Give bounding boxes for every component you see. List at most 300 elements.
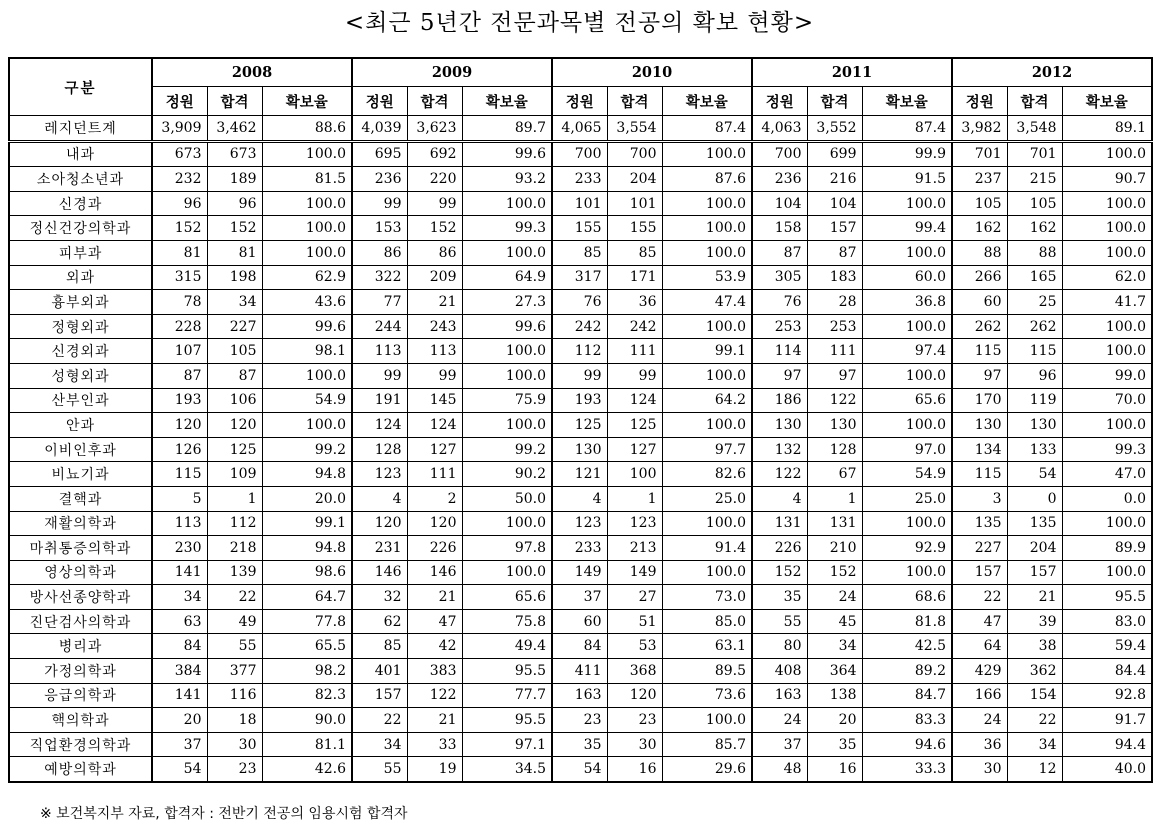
table-cell: 146 <box>407 560 462 585</box>
year-header: 2011 <box>752 58 952 87</box>
table-cell: 96 <box>1007 363 1062 388</box>
table-cell: 126 <box>152 437 207 462</box>
table-cell: 700 <box>607 141 662 167</box>
table-cell: 16 <box>807 757 862 782</box>
table-cell: 33.3 <box>862 757 952 782</box>
table-cell: 377 <box>207 659 262 684</box>
department-label: 비뇨기과 <box>9 462 152 487</box>
table-cell: 193 <box>552 388 607 413</box>
table-cell: 99.4 <box>862 216 952 241</box>
table-cell: 111 <box>807 339 862 364</box>
table-cell: 100.0 <box>662 191 752 216</box>
table-cell: 24 <box>952 708 1007 733</box>
table-cell: 127 <box>607 437 662 462</box>
table-cell: 114 <box>752 339 807 364</box>
table-cell: 384 <box>152 659 207 684</box>
table-cell: 53.9 <box>662 265 752 290</box>
department-label: 피부과 <box>9 240 152 265</box>
table-cell: 233 <box>552 536 607 561</box>
table-cell: 105 <box>1007 191 1062 216</box>
table-cell: 105 <box>952 191 1007 216</box>
department-label: 레지던트계 <box>9 116 152 142</box>
table-cell: 65.6 <box>462 585 552 610</box>
table-cell: 99 <box>407 191 462 216</box>
table-cell: 253 <box>807 314 862 339</box>
table-cell: 47 <box>952 609 1007 634</box>
table-cell: 62.0 <box>1062 265 1152 290</box>
table-cell: 91.4 <box>662 536 752 561</box>
table-cell: 0.0 <box>1062 486 1152 511</box>
department-label: 방사선종양학과 <box>9 585 152 610</box>
table-cell: 88 <box>952 240 1007 265</box>
table-cell: 4 <box>352 486 407 511</box>
table-cell: 152 <box>752 560 807 585</box>
table-cell: 73.0 <box>662 585 752 610</box>
table-cell: 22 <box>952 585 1007 610</box>
table-cell: 100.0 <box>662 511 752 536</box>
table-cell: 317 <box>552 265 607 290</box>
table-cell: 75.8 <box>462 609 552 634</box>
table-cell: 100.0 <box>862 314 952 339</box>
table-cell: 62.9 <box>262 265 352 290</box>
table-cell: 99 <box>607 363 662 388</box>
table-cell: 34.5 <box>462 757 552 782</box>
table-cell: 162 <box>952 216 1007 241</box>
table-cell: 101 <box>552 191 607 216</box>
table-cell: 322 <box>352 265 407 290</box>
table-row <box>9 437 1152 462</box>
table-cell: 216 <box>807 167 862 192</box>
table-cell: 408 <box>752 659 807 684</box>
table-cell: 100.0 <box>662 314 752 339</box>
table-cell: 87 <box>752 240 807 265</box>
table-cell: 21 <box>407 585 462 610</box>
table-cell: 364 <box>807 659 862 684</box>
table-cell: 85 <box>552 240 607 265</box>
table-cell: 106 <box>207 388 262 413</box>
table-cell: 24 <box>752 708 807 733</box>
table-cell: 60 <box>552 609 607 634</box>
table-cell: 20.0 <box>262 486 352 511</box>
table-header <box>9 58 1152 116</box>
table-cell: 253 <box>752 314 807 339</box>
table-cell: 3,548 <box>1007 116 1062 142</box>
table-cell: 100.0 <box>262 363 352 388</box>
table-cell: 130 <box>752 413 807 438</box>
sub-header: 합격 <box>807 87 862 116</box>
table-cell: 82.3 <box>262 683 352 708</box>
table-row <box>9 240 1152 265</box>
table-cell: 124 <box>352 413 407 438</box>
table-cell: 22 <box>207 585 262 610</box>
table-cell: 401 <box>352 659 407 684</box>
table-cell: 120 <box>152 413 207 438</box>
table-cell: 122 <box>752 462 807 487</box>
table-cell: 97.8 <box>462 536 552 561</box>
table-cell: 120 <box>207 413 262 438</box>
table-cell: 673 <box>207 141 262 167</box>
department-label: 신경외과 <box>9 339 152 364</box>
table-cell: 122 <box>807 388 862 413</box>
table-cell: 40.0 <box>1062 757 1152 782</box>
table-cell: 266 <box>952 265 1007 290</box>
table-row <box>9 290 1152 315</box>
table-cell: 411 <box>552 659 607 684</box>
table-cell: 121 <box>552 462 607 487</box>
department-label: 이비인후과 <box>9 437 152 462</box>
table-cell: 25 <box>1007 290 1062 315</box>
table-cell: 3,554 <box>607 116 662 142</box>
department-label: 재활의학과 <box>9 511 152 536</box>
table-cell: 152 <box>152 216 207 241</box>
table-cell: 183 <box>807 265 862 290</box>
table-cell: 4,039 <box>352 116 407 142</box>
table-cell: 33 <box>407 732 462 757</box>
table-cell: 41.7 <box>1062 290 1152 315</box>
table-cell: 100.0 <box>862 511 952 536</box>
table-cell: 87 <box>807 240 862 265</box>
year-header: 2009 <box>352 58 552 87</box>
table-cell: 153 <box>352 216 407 241</box>
table-cell: 82.6 <box>662 462 752 487</box>
table-cell: 120 <box>407 511 462 536</box>
table-cell: 12 <box>1007 757 1062 782</box>
table-cell: 113 <box>352 339 407 364</box>
table-cell: 170 <box>952 388 1007 413</box>
table-cell: 220 <box>407 167 462 192</box>
table-cell: 89.5 <box>662 659 752 684</box>
table-cell: 47.0 <box>1062 462 1152 487</box>
table-cell: 65.6 <box>862 388 952 413</box>
table-cell: 35 <box>807 732 862 757</box>
table-cell: 100.0 <box>1062 141 1152 167</box>
table-cell: 100.0 <box>1062 191 1152 216</box>
table-cell: 64.9 <box>462 265 552 290</box>
table-cell: 48 <box>752 757 807 782</box>
page-title: <최근 5년간 전문과목별 전공의 확보 현황> <box>344 10 815 36</box>
table-cell: 99 <box>352 363 407 388</box>
table-cell: 65.5 <box>262 634 352 659</box>
table-cell: 18 <box>207 708 262 733</box>
table-cell: 99.3 <box>462 216 552 241</box>
table-cell: 21 <box>1007 585 1062 610</box>
table-cell: 171 <box>607 265 662 290</box>
table-cell: 209 <box>407 265 462 290</box>
table-cell: 27 <box>607 585 662 610</box>
table-cell: 77 <box>352 290 407 315</box>
table-cell: 64 <box>952 634 1007 659</box>
table-cell: 99 <box>407 363 462 388</box>
table-cell: 100.0 <box>862 560 952 585</box>
sub-header: 합격 <box>607 87 662 116</box>
table-cell: 85.7 <box>662 732 752 757</box>
table-cell: 99.6 <box>262 314 352 339</box>
table-cell: 88 <box>1007 240 1062 265</box>
table-cell: 36 <box>607 290 662 315</box>
table-cell: 38 <box>1007 634 1062 659</box>
table-cell: 49 <box>207 609 262 634</box>
table-cell: 130 <box>952 413 1007 438</box>
table-cell: 99 <box>552 363 607 388</box>
table-cell: 362 <box>1007 659 1062 684</box>
table-cell: 215 <box>1007 167 1062 192</box>
table-cell: 262 <box>952 314 1007 339</box>
table-cell: 54 <box>1007 462 1062 487</box>
table-row <box>9 167 1152 192</box>
table-cell: 89.1 <box>1062 116 1152 142</box>
table-cell: 100.0 <box>462 339 552 364</box>
table-cell: 34 <box>152 585 207 610</box>
table-cell: 63 <box>152 609 207 634</box>
table-cell: 39 <box>1007 609 1062 634</box>
sub-header: 정원 <box>952 87 1007 116</box>
table-cell: 3,462 <box>207 116 262 142</box>
table-cell: 23 <box>607 708 662 733</box>
table-cell: 84.4 <box>1062 659 1152 684</box>
table-cell: 94.8 <box>262 462 352 487</box>
department-label: 직업환경의학과 <box>9 732 152 757</box>
department-label: 정형외과 <box>9 314 152 339</box>
table-cell: 112 <box>207 511 262 536</box>
table-cell: 231 <box>352 536 407 561</box>
table-cell: 100.0 <box>262 413 352 438</box>
year-header: 2012 <box>952 58 1152 87</box>
table-cell: 25.0 <box>862 486 952 511</box>
table-cell: 100.0 <box>862 413 952 438</box>
table-cell: 100.0 <box>662 708 752 733</box>
table-cell: 100.0 <box>662 413 752 438</box>
table-cell: 24 <box>807 585 862 610</box>
table-cell: 42.5 <box>862 634 952 659</box>
department-label: 병리과 <box>9 634 152 659</box>
table-cell: 695 <box>352 141 407 167</box>
table-cell: 204 <box>607 167 662 192</box>
table-cell: 34 <box>807 634 862 659</box>
table-cell: 100 <box>607 462 662 487</box>
table-cell: 105 <box>207 339 262 364</box>
table-cell: 236 <box>352 167 407 192</box>
table-cell: 77.7 <box>462 683 552 708</box>
table-cell: 68.6 <box>862 585 952 610</box>
department-label: 산부인과 <box>9 388 152 413</box>
sub-header: 정원 <box>752 87 807 116</box>
table-cell: 233 <box>552 167 607 192</box>
table-cell: 315 <box>152 265 207 290</box>
table-cell: 111 <box>407 462 462 487</box>
department-label: 신경과 <box>9 191 152 216</box>
sub-header: 합격 <box>407 87 462 116</box>
table-cell: 429 <box>952 659 1007 684</box>
table-cell: 78 <box>152 290 207 315</box>
department-label: 흉부외과 <box>9 290 152 315</box>
table-cell: 692 <box>407 141 462 167</box>
table-cell: 60.0 <box>862 265 952 290</box>
sub-header: 정원 <box>152 87 207 116</box>
table-cell: 701 <box>952 141 1007 167</box>
table-cell: 700 <box>552 141 607 167</box>
table-cell: 0 <box>1007 486 1062 511</box>
table-cell: 242 <box>607 314 662 339</box>
table-cell: 98.6 <box>262 560 352 585</box>
table-cell: 64.7 <box>262 585 352 610</box>
table-cell: 42 <box>407 634 462 659</box>
table-cell: 19 <box>407 757 462 782</box>
table-body <box>9 116 1152 783</box>
table-cell: 54.9 <box>862 462 952 487</box>
table-cell: 368 <box>607 659 662 684</box>
table-cell: 699 <box>807 141 862 167</box>
table-cell: 99.1 <box>262 511 352 536</box>
table-cell: 97.0 <box>862 437 952 462</box>
table-cell: 90.2 <box>462 462 552 487</box>
table-cell: 3,623 <box>407 116 462 142</box>
table-cell: 99.1 <box>662 339 752 364</box>
sub-header: 확보율 <box>1062 87 1152 116</box>
table-cell: 98.2 <box>262 659 352 684</box>
table-cell: 104 <box>807 191 862 216</box>
table-cell: 125 <box>607 413 662 438</box>
table-row <box>9 757 1152 782</box>
table-cell: 97.4 <box>862 339 952 364</box>
table-cell: 1 <box>807 486 862 511</box>
table-cell: 155 <box>607 216 662 241</box>
table-cell: 111 <box>607 339 662 364</box>
table-cell: 92.8 <box>1062 683 1152 708</box>
table-cell: 100.0 <box>662 216 752 241</box>
sub-header: 확보율 <box>262 87 352 116</box>
department-label: 핵의학과 <box>9 708 152 733</box>
table-cell: 115 <box>952 339 1007 364</box>
table-row <box>9 339 1152 364</box>
table-cell: 95.5 <box>1062 585 1152 610</box>
table-cell: 4 <box>552 486 607 511</box>
table-cell: 165 <box>1007 265 1062 290</box>
table-cell: 2 <box>407 486 462 511</box>
table-cell: 75.9 <box>462 388 552 413</box>
table-cell: 99.6 <box>462 141 552 167</box>
table-cell: 54 <box>152 757 207 782</box>
table-cell: 163 <box>552 683 607 708</box>
table-cell: 128 <box>352 437 407 462</box>
table-row <box>9 683 1152 708</box>
table-cell: 76 <box>752 290 807 315</box>
table-cell: 125 <box>207 437 262 462</box>
table-cell: 100.0 <box>1062 240 1152 265</box>
table-cell: 242 <box>552 314 607 339</box>
table-cell: 100.0 <box>462 413 552 438</box>
table-cell: 213 <box>607 536 662 561</box>
table-cell: 162 <box>1007 216 1062 241</box>
table-cell: 35 <box>752 585 807 610</box>
table-cell: 124 <box>607 388 662 413</box>
table-cell: 100.0 <box>462 560 552 585</box>
table-cell: 54 <box>552 757 607 782</box>
table-row <box>9 708 1152 733</box>
table-cell: 157 <box>1007 560 1062 585</box>
department-label: 성형외과 <box>9 363 152 388</box>
table-cell: 125 <box>552 413 607 438</box>
table-cell: 124 <box>407 413 462 438</box>
table-cell: 21 <box>407 290 462 315</box>
table-cell: 193 <box>152 388 207 413</box>
table-cell: 97 <box>807 363 862 388</box>
table-cell: 81 <box>207 240 262 265</box>
table-cell: 227 <box>207 314 262 339</box>
table-cell: 141 <box>152 683 207 708</box>
department-label: 결핵과 <box>9 486 152 511</box>
table-cell: 81.1 <box>262 732 352 757</box>
table-cell: 262 <box>1007 314 1062 339</box>
table-cell: 100.0 <box>462 240 552 265</box>
table-cell: 100.0 <box>1062 560 1152 585</box>
table-row <box>9 413 1152 438</box>
table-cell: 130 <box>552 437 607 462</box>
table-cell: 383 <box>407 659 462 684</box>
table-cell: 152 <box>807 560 862 585</box>
table-cell: 43.6 <box>262 290 352 315</box>
table-cell: 305 <box>752 265 807 290</box>
table-cell: 226 <box>752 536 807 561</box>
sub-header: 확보율 <box>662 87 752 116</box>
table-cell: 34 <box>1007 732 1062 757</box>
table-row <box>9 191 1152 216</box>
table-cell: 30 <box>607 732 662 757</box>
table-cell: 94.4 <box>1062 732 1152 757</box>
table-cell: 64.2 <box>662 388 752 413</box>
table-cell: 4,065 <box>552 116 607 142</box>
table-cell: 149 <box>607 560 662 585</box>
table-cell: 116 <box>207 683 262 708</box>
table-cell: 25.0 <box>662 486 752 511</box>
table-cell: 47 <box>407 609 462 634</box>
table-cell: 88.6 <box>262 116 352 142</box>
table-cell: 100.0 <box>462 363 552 388</box>
table-cell: 158 <box>752 216 807 241</box>
table-cell: 87 <box>152 363 207 388</box>
table-cell: 3,982 <box>952 116 1007 142</box>
table-cell: 673 <box>152 141 207 167</box>
table-cell: 700 <box>752 141 807 167</box>
table-cell: 42.6 <box>262 757 352 782</box>
table-cell: 127 <box>407 437 462 462</box>
table-cell: 96 <box>207 191 262 216</box>
table-row <box>9 141 1152 167</box>
table-cell: 30 <box>952 757 1007 782</box>
table-cell: 54.9 <box>262 388 352 413</box>
table-cell: 141 <box>152 560 207 585</box>
table-cell: 70.0 <box>1062 388 1152 413</box>
table-cell: 84 <box>552 634 607 659</box>
corner-label: 구분 <box>9 58 152 116</box>
table-cell: 27.3 <box>462 290 552 315</box>
table-cell: 3,909 <box>152 116 207 142</box>
table-cell: 157 <box>352 683 407 708</box>
table-cell: 36 <box>952 732 1007 757</box>
table-cell: 94.6 <box>862 732 952 757</box>
table-cell: 55 <box>752 609 807 634</box>
table-cell: 94.8 <box>262 536 352 561</box>
table-cell: 100.0 <box>1062 339 1152 364</box>
department-label: 정신건강의학과 <box>9 216 152 241</box>
table-cell: 132 <box>752 437 807 462</box>
table-cell: 123 <box>552 511 607 536</box>
table-cell: 99.3 <box>1062 437 1152 462</box>
table-cell: 99 <box>352 191 407 216</box>
table-cell: 100.0 <box>262 240 352 265</box>
table-cell: 1 <box>607 486 662 511</box>
table-cell: 123 <box>607 511 662 536</box>
table-cell: 21 <box>407 708 462 733</box>
